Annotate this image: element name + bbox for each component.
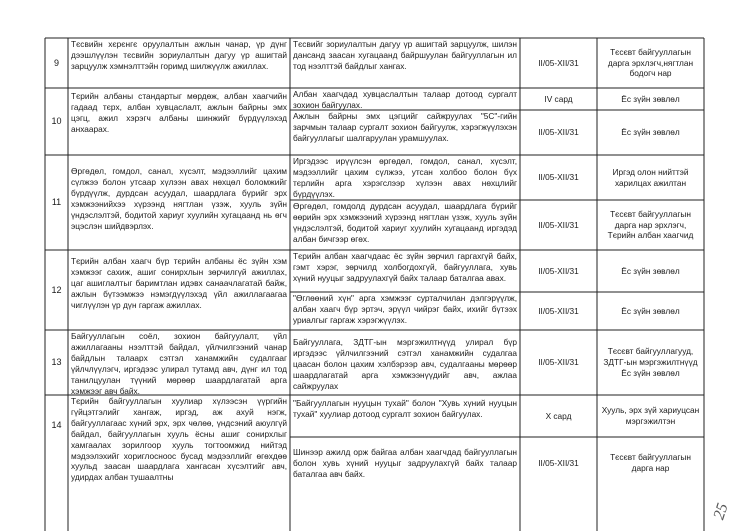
objective-text: Өргөдөл, гомдол, санал, хүсэлт, мэдээллийг цахим сүлжээ болон утсаар хүлээн авах нөхцөл боломжийг бүрдүүлж, дурдсан асуудал, шаардлага бүрийг эрх хэмжээнийхээ хүрээнд нягтлан үзэж, хууль зүйн үндэслэлтэй, бодитой хариуг хуулийн хугацаанд нь өгч эцэслэн шийдвэрлэх. [71, 166, 287, 231]
activity-text: Тєсвийг зориулалтын дагуу үр ашигтай зарцуулж, шилэн дансанд заасан хугацаанд байршуулан байгууллагын ил тод нээлттэй байдлыг хангах. [293, 39, 517, 71]
objective-text: Тєрийн албаны стандартыг мөрдөж, албан хаагчийн гадаад тєрх, албан хувцаслалт, ажлын байрны эмх цэгц, ажил хэрэгч албаны шинжийг бүрдүүлэхэд анхаарах. [71, 91, 287, 134]
deadline-text: II/05-XII/31 [538, 172, 579, 183]
page-number: 25 [710, 501, 732, 522]
responsible-text: Ёс зүйн зөвлөл [621, 265, 680, 276]
deadline-text: X сард [545, 410, 572, 421]
row-number: 13 [51, 357, 62, 368]
objective-text: Тєсвийн хєрєнгє оруулалтын ажлын чанар, үр дүнг дээшлүүлэн тєсвийн зориулалтын дагуу үр ашигтай зарцуулж хэмнэлттэйн горимд шилжүүлж ажиллах. [71, 39, 287, 71]
activity-text: Тєрийн албан хаагчдаас ёс зүйн зөрчил гаргахгүй байх, гэмт хэрэг, зөрчилд холбогдохгүй, байгууллага, хувь хүний нууцыг задруулахгүй байх талаар баталгаа авах. [293, 251, 517, 283]
deadline-text: II/05-XII/31 [538, 457, 579, 468]
activity-text: "Өглөөний хүн" арга хэмжээг сурталчилан дэлгэрүүлж, албан хаагч бүр эртэч, эрүүл чийрэг байх, ихийг бүтээх уриалгыг гаргаж хэрэгжүүлэх. [293, 293, 517, 325]
deadline-text: II/05-XII/31 [538, 57, 579, 68]
responsible-text: Хууль, эрх зүй хариуцсан мэргэжилтэн [601, 405, 700, 426]
deadline-text: II/05-XII/31 [538, 127, 579, 138]
responsible-text: Ёс зүйн зөвлөл [621, 305, 680, 316]
activity-text: Шинээр ажилд орж байгаа албан хаагчдад байгууллагын болон хувь хүний нууцыг задруулахгүй байх талаар баталгаа авч байх. [293, 447, 517, 479]
row-number: 9 [53, 57, 59, 68]
deadline-text: II/05-XII/31 [538, 305, 579, 316]
objective-text: Тєрийн албан хаагч бүр тєрийн албаны ёс зүйн хэм хэмжээг сахиж, ашиг сонирхлын зөрчилгүй ажиллах, цаг ашиглалтыг баримтлан идэвх санаачлагатай байж, ажлын бүтээмжээ нэмэгдүүлэхэд үйл ажиллагаагаа чиглүүлэн үр дүн гаргаж ажиллах. [71, 256, 287, 310]
row-number: 11 [51, 197, 62, 208]
activity-text: Иргэдээс ирүүлсэн өргөдөл, гомдол, санал, хүсэлт, мэдээллийг цахим сүлжээ, утсан холбоо болон бүх тєрлийн арга хэрэгслээр хүлээн авах нөхцлийг бүрдүүлэх. [293, 156, 517, 199]
deadline-text: II/05-XII/31 [538, 219, 579, 230]
objective-text: Байгууллагын соёл, зохион байгуулалт, үйл ажиллагааны нээлттэй байдал, үйлчилгээний чанар байдлын талаарх сэтгэл ханамжийн судалгааг үйлчлүүлэгч, иргэдээс улирал тутамд авч, дүнг ил тод танилцуулан түүний мөрөөр шаардлагатай арга хэмжээг авч байх. [71, 331, 287, 395]
activity-text: Байгууллага, ЗДТГ-ын мэргэжилтнүүд улирал бүр иргэдээс үйлчилгээний сэтгэл ханамжийн судалгаа цаасан болон цахим хэлбэрээр авч, судалгааны мөрөөр шаардлагатай арга хэмжээнүүдийг авч, ажлаа сайжруулах [293, 337, 517, 391]
row-number: 12 [51, 284, 62, 295]
deadline-text: IV сард [544, 93, 573, 104]
responsible-text: Тєсєвт байгууллагын дарга эрхлэгч,нягтлан бодогч нар [607, 46, 694, 79]
activity-text: "Байгууллагын нууцын тухай" болон "Хувь хүний нууцын тухай" хуулиар дотоод сургалт зохион байгуулах. [293, 398, 517, 419]
activity-text: Албан хаагчдад хувцаслалтын талаар дотоод сургалт зохион байгуулах. [293, 89, 517, 110]
responsible-text: Тєсєвт байгууллагын дарга нар [610, 452, 691, 473]
responsible-text: Ёс зүйн зөвлөл [621, 93, 680, 104]
activity-text: Өргөдөл, гомдолд дурдсан асуудал, шаардлага бүрийг өөрийн эрх хэмжээний хүрээнд нягтлан үзэж, хууль зүйн үндэслэлтэй, бодитой хариуг хуулийн хугацаанд иргэдэд албан бичгээр өгөх. [293, 201, 517, 244]
responsible-text: Ёс зүйн зөвлөл [621, 127, 680, 138]
deadline-text: II/05-XII/31 [538, 265, 579, 276]
responsible-text: Тєсєвт байгууллагын дарга нар эрхлэгч, Тєрийн албан хаагчид [607, 208, 694, 241]
objective-text: Тєрийн байгууллагын хуулиар хүлээсэн үүргийн гүйцэтгэлийг хангаж, иргэд, аж ахуй нэгж, байгууллагаас хүний эрх, эрх чөлөө, үндсэний аюулгүй байдал, байгууллагын хууль ёсны ашиг сонирхлыг хамгаалах зорилгоор хууль тогтоомжид нийтэд мэдээлэхийг хориглосноос бусад мэдээллийг өгөхдөө хуульд заасан шаардлага хангасан хүсэлтийг авч, удирдах албан тушаалтны [71, 396, 287, 483]
responsible-text: Иргэд олон нийттэй харилцах ажилтан [612, 166, 689, 188]
deadline-text: II/05-XII/31 [538, 357, 579, 368]
responsible-text: Тєсєвт байгууллагууд, ЗДТГ-ын мэргэжилтнүүд Ёс зүйн зөвлөл [603, 346, 698, 378]
activity-text: Ажлын байрны эмх цэгцийг сайжруулах "5С"-гийн зарчмын талаар сургалт зохион байгуулж, хэрэгжүүлэхэн байгууллагыг шалгаруулан урамшуулах. [293, 111, 517, 143]
row-number: 14 [51, 419, 62, 430]
row-number: 10 [51, 116, 62, 127]
